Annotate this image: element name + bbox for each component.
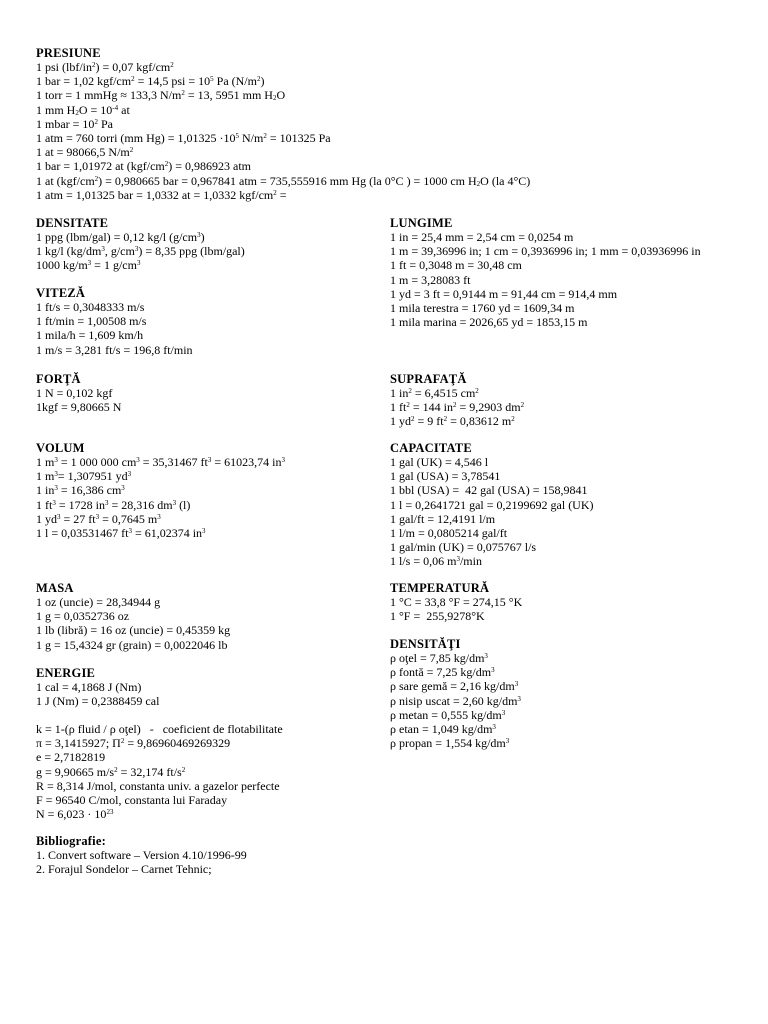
conversion-line: 1 atm = 1,01325 bar = 1,0332 at = 1,0332 kgf/$cm^2$ = — [36, 187, 287, 202]
section-viteza — [36, 286, 193, 357]
section-densitate — [36, 216, 245, 273]
section-lines — [36, 595, 230, 652]
conversion-line: 1 mila marina = 2026,65 yd = 1853,15 m — [390, 315, 588, 330]
conversion-line: $N = 6,023 \cdot 10^{23}$ — [36, 807, 114, 822]
section-title: DENSITĂŢI — [390, 637, 461, 651]
section-energie — [36, 666, 159, 708]
section-lines — [36, 848, 247, 876]
section-capacitate — [390, 441, 594, 569]
section-bibliografie — [36, 834, 247, 876]
section-lines — [36, 722, 283, 821]
conversion-line: 1 yd = 3 ft = 0,9144 m = 91,44 cm = 914,4 mm — [390, 286, 618, 301]
conversion-line: F = 96540 C/mol, constanta lui Faraday — [36, 793, 228, 808]
section-title: CAPACITATE — [390, 441, 472, 455]
conversion-line: 1 bar = 1,01972 at $(kgf/cm^2) = 0,986923$ atm — [36, 159, 252, 174]
section-lines — [36, 230, 245, 273]
conversion-line: 1 mila terestra = 1760 yd = 1609,34 m — [390, 301, 575, 316]
conversion-line: 1 cal = 4,1868 J (Nm) — [36, 680, 142, 694]
conversion-line: 1 kg/l ($kg/dm^3$, $g/cm^3) = 8,35$ ppg (lbm/gal) — [36, 244, 245, 259]
conversion-line: 1 g = 15,4324 gr (grain) = 0,0022046 lb — [36, 637, 228, 652]
conversion-line: 1 gal/min (UK) = 0,075767 l/s — [390, 540, 537, 555]
conversion-line: g = 9,90665 $m/s^2 = 32,174$ $ft/s^2$ — [36, 764, 186, 779]
conversion-line: 1. Convert software – Version 4.10/1996-99 — [36, 848, 247, 862]
conversion-line: 1 gal (USA) = 3,78541 — [390, 469, 501, 484]
conversion-line: 1 $m^3= 1,307951$ $yd^3$ — [36, 469, 132, 484]
section-presiune — [36, 46, 530, 202]
section-volum — [36, 441, 285, 540]
section-title: VOLUM — [36, 441, 85, 455]
conversion-line: 1 ft = 0,3048 m = 30,48 cm — [390, 258, 522, 273]
conversion-line: ρ nisip uscat = 2,60 $kg/dm^3$ — [390, 693, 521, 708]
section-lines — [390, 651, 521, 750]
conversion-line: 1 m = 3,28083 ft — [390, 272, 471, 287]
section-title: PRESIUNE — [36, 46, 101, 60]
section-title: Bibliografie: — [36, 834, 106, 848]
conversion-line: 1 °F = 255,9278°K — [390, 609, 485, 624]
conversion-line: k = 1-(ρ fluid / ρ oţel) - coeficient de flotabilitate — [36, 722, 283, 736]
conversion-line: 1 J (Nm) = 0,2388459 cal — [36, 694, 160, 709]
section-lungime — [390, 216, 701, 329]
conversion-line: 1 m/s = 3,281 ft/s = 196,8 ft/min — [36, 342, 193, 357]
conversion-line: 1 $ft^2 = 144$ $in^2 = 9,2903$ $dm^2$ — [390, 400, 525, 415]
conversion-line: 1 oz (uncie) = 28,34944 g — [36, 595, 161, 609]
conversion-line: 1 mbar = $10^2$ Pa — [36, 116, 113, 131]
conversion-line: ρ oţel = 7,85 $kg/dm^3$ — [390, 651, 488, 665]
conversion-line: 1 $ft^3 = 1728$ $in^3 = 28,316$ $dm^3$ (l) — [36, 497, 191, 512]
conversion-line: 1 ppg (lbm/gal) = 0,12 kg/l $(g/cm^3)$ — [36, 230, 205, 244]
conversion-line: ρ metan = 0,555 $kg/dm^3$ — [390, 707, 506, 722]
section-lines — [36, 300, 193, 357]
section-constante — [36, 722, 283, 821]
conversion-line: 1 l/s = 0,06 $m^3/\min$ — [390, 554, 482, 569]
section-title: SUPRAFAŢĂ — [390, 372, 467, 386]
section-title: DENSITATE — [36, 216, 109, 230]
conversion-line: 1 at $(kgf/cm^2) = 0,980665$ bar = 0,967841 atm = 735,555916 mm Hg (la 0°C ) = 1000 cm $H_2O$ (la 4°C) — [36, 173, 531, 188]
conversion-line: 2. Forajul Sondelor – Carnet Tehnic; — [36, 862, 212, 877]
conversion-line: 1 $yd^3 = 27$ $ft^3 = 0,7645$ $m^3$ — [36, 511, 161, 526]
conversion-line: e = 2,7182819 — [36, 750, 106, 765]
section-temperatura — [390, 581, 522, 623]
conversion-line: 1 at = 98066,5 $N/m^2$ — [36, 145, 134, 160]
conversion-line: 1 m = 39,36996 in; 1 cm = 0,3936996 in; 1 mm = 0,03936996 in — [390, 244, 701, 259]
section-lines — [36, 680, 159, 708]
conversion-line: R = 8,314 J/mol, constanta univ. a gazelor perfecte — [36, 778, 280, 793]
conversion-line: 1 gal (UK) = 4,546 l — [390, 455, 489, 469]
conversion-line: 1 N = 0,102 kgf — [36, 386, 113, 400]
conversion-line: ρ etan = 1,049 $kg/dm^3$ — [390, 722, 496, 737]
section-lines — [36, 455, 285, 540]
conversion-line: 1 mm $H_2O = 10^{-4}$ at — [36, 102, 130, 117]
conversion-line: 1 ft/s = 0,3048333 m/s — [36, 300, 145, 314]
conversion-line: 1 $m^3 = 1$ 000 000 $cm^3 = 35,31467$ $ft^3 = 61023,74$ $in^3$ — [36, 455, 285, 469]
section-suprafata — [390, 372, 524, 429]
conversion-line: ρ sare gemă = 2,16 $kg/dm^3$ — [390, 679, 519, 694]
conversion-line: ρ fontă = 7,25 $kg/dm^3$ — [390, 665, 495, 680]
section-title: TEMPERATURĂ — [390, 581, 490, 595]
section-lines — [36, 60, 530, 202]
conversion-line: 1 torr = 1 mmHg ≈ 133,3 $N/m^2 = 13$, 5951 mm $H_2O$ — [36, 88, 286, 103]
conversion-line: 1 $in^2 = 6,4515$ $cm^2$ — [390, 386, 479, 400]
conversion-line: 1 l/m = 0,0805214 gal/ft — [390, 526, 508, 541]
conversion-line: 1 l = 0,03531467 $ft^3 = 61,02374$ $in^3$ — [36, 526, 206, 541]
conversion-line: 1 g = 0,0352736 oz — [36, 609, 130, 624]
section-forta — [36, 372, 121, 414]
conversion-line: 1 bar = 1,02 kgf/$cm^2 = 14,5$ psi = $10^5$ Pa $(N/m^2)$ — [36, 74, 265, 89]
section-title: MASA — [36, 581, 74, 595]
conversion-line: 1 mila/h = 1,609 km/h — [36, 328, 144, 343]
conversion-line: 1 bbl (USA) = 42 gal (USA) = 158,9841 — [390, 483, 588, 498]
conversion-line: ρ propan = 1,554 $kg/dm^3$ — [390, 736, 510, 751]
conversion-line: 1 $yd^2 = 9$ $ft^2 = 0,83612$ $m^2$ — [390, 414, 515, 429]
conversion-line: 1 ft/min = 1,00508 m/s — [36, 314, 147, 329]
section-title: ENERGIE — [36, 666, 96, 680]
conversion-line: 1 lb (libră) = 16 oz (uncie) = 0,45359 kg — [36, 623, 231, 638]
conversion-line: 1 in = 25,4 mm = 2,54 cm = 0,0254 m — [390, 230, 574, 244]
section-title: VITEZĂ — [36, 286, 86, 300]
section-lines — [390, 230, 701, 329]
section-title: LUNGIME — [390, 216, 453, 230]
section-masa — [36, 581, 230, 652]
conversion-line: 1 $in^3 = 16,386$ $cm^3$ — [36, 483, 125, 498]
conversion-line: 1 gal/ft = 12,4191 l/m — [390, 511, 496, 526]
section-densitati — [390, 637, 521, 750]
conversion-line: 1 l = 0,2641721 gal = 0,2199692 gal (UK) — [390, 497, 594, 512]
section-lines — [390, 455, 594, 569]
section-lines — [390, 386, 524, 429]
conversion-line: 1kgf = 9,80665 N — [36, 400, 122, 415]
conversion-line: π = 3,1415927; $\Pi^2 = 9,86960469269329$ — [36, 736, 231, 751]
section-lines — [390, 595, 522, 623]
section-title: FORŢĂ — [36, 372, 81, 386]
conversion-line: 1000 $kg/m^3 = 1$ $g/cm^3$ — [36, 258, 141, 273]
conversion-line: 1 °C = 33,8 °F = 274,15 °K — [390, 595, 523, 609]
section-lines — [36, 386, 121, 414]
conversion-line: 1 atm = 760 torri (mm $Hg) = 1,01325 \cdot 10^5$ $N/m^2 = 101325$ Pa — [36, 131, 331, 146]
conversion-line: 1 psi $(lbf/in^2) = 0,07$ kgf/$cm^2$ — [36, 60, 174, 74]
